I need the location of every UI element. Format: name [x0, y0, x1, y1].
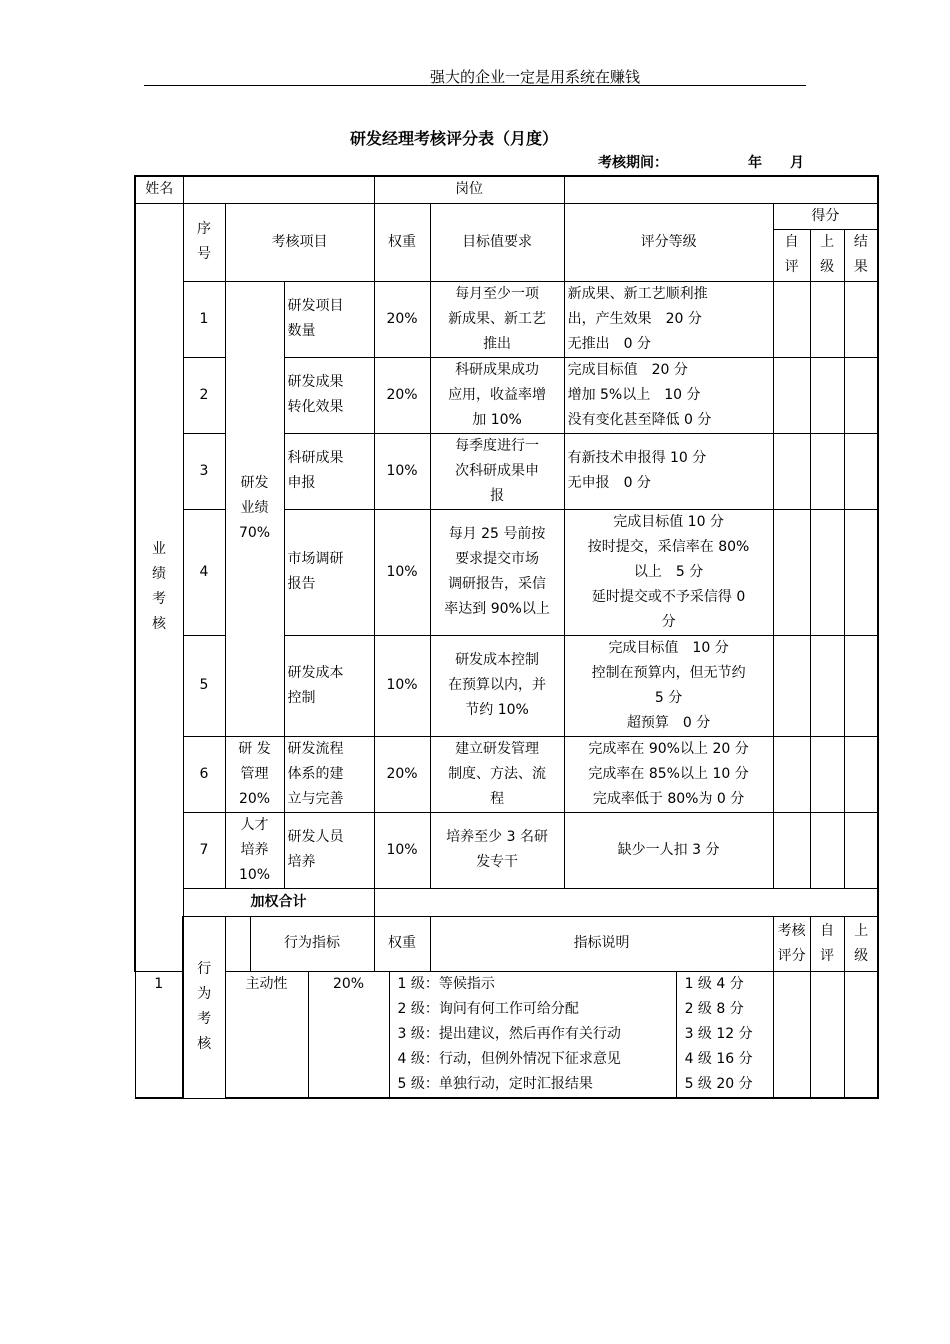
row-7-grade: 缺少一人扣 3 分 — [564, 812, 773, 888]
behavior-row-1-grade: 1 级 4 分 2 级 8 分 3 级 12 分 4 级 16 分 5 级 20 分 — [676, 971, 773, 1098]
behavior-row-1-indicator: 主动性 — [225, 971, 308, 1098]
row-1-result-score[interactable] — [844, 281, 878, 357]
row-7-weight: 10% — [374, 812, 430, 888]
page-title: 研发经理考核评分表（月度） — [350, 129, 559, 148]
row-1-seq: 1 — [183, 281, 225, 357]
row-6-weight: 20% — [374, 736, 430, 812]
row-5-seq: 5 — [183, 635, 225, 736]
row-7-self-score[interactable] — [773, 812, 810, 888]
row-1-weight: 20% — [374, 281, 430, 357]
row-4-target: 每月 25 号前按 要求提交市场 调研报告，采信 率达到 90%以上 — [430, 509, 564, 635]
grade-header: 评分等级 — [564, 203, 773, 281]
weighted-total-value[interactable] — [374, 888, 878, 916]
row-7-item: 研发人员 培养 — [284, 812, 374, 888]
row-7-target: 培养至少 3 名研 发专干 — [430, 812, 564, 888]
result-header: 结 果 — [844, 229, 878, 281]
group-talent-training: 人才 培养 10% — [225, 812, 284, 888]
row-2-weight: 20% — [374, 357, 430, 433]
behavior-superior-header: 上 级 — [844, 916, 878, 971]
row-1-item: 研发项目 数量 — [284, 281, 374, 357]
post-label: 岗位 — [374, 176, 564, 203]
row-3-self-score[interactable] — [773, 433, 810, 509]
row-3-result-score[interactable] — [844, 433, 878, 509]
row-7-superior-score[interactable] — [810, 812, 844, 888]
row-6-result-score[interactable] — [844, 736, 878, 812]
behavior-grade-header: 考核评分 — [773, 916, 810, 971]
assessment-period — [598, 152, 804, 172]
post-input[interactable] — [564, 176, 878, 203]
group-rd-management: 研 发 管理 20% — [225, 736, 284, 812]
row-5-grade: 完成目标值 10 分 控制在预算内，但无节约 5 分 超预算 0 分 — [564, 635, 773, 736]
row-3-grade: 有新技术申报得 10 分 无申报 0 分 — [564, 433, 773, 509]
row-6-grade: 完成率在 90%以上 20 分 完成率在 85%以上 10 分 完成率低于 80%为 0 分 — [564, 736, 773, 812]
group-rd-performance: 研发 业绩 70% — [225, 281, 284, 736]
header-divider — [144, 85, 806, 86]
row-1-grade: 新成果、新工艺顺利推 出，产生效果 20 分 无推出 0 分 — [564, 281, 773, 357]
superior-header: 上 级 — [810, 229, 844, 281]
row-5-weight: 10% — [374, 635, 430, 736]
behavior-row-1-superior-score[interactable] — [810, 971, 844, 1098]
row-2-superior-score[interactable] — [810, 357, 844, 433]
behavior-weight-header: 权重 — [374, 916, 430, 971]
behavior-row-1-result-score[interactable] — [844, 971, 878, 1098]
period-month: 月 — [790, 155, 804, 171]
row-1-superior-score[interactable] — [810, 281, 844, 357]
row-4-weight: 10% — [374, 509, 430, 635]
behavior-row-1-seq: 1 — [135, 971, 183, 1098]
row-4-result-score[interactable] — [844, 509, 878, 635]
target-header: 目标值要求 — [430, 203, 564, 281]
row-6-self-score[interactable] — [773, 736, 810, 812]
row-2-seq: 2 — [183, 357, 225, 433]
header-slogan: 强大的企业一定是用系统在赚钱 — [430, 68, 641, 86]
row-3-target: 每季度进行一 次科研成果申 报 — [430, 433, 564, 509]
row-3-seq: 3 — [183, 433, 225, 509]
behavior-desc-header: 指标说明 — [430, 916, 773, 971]
row-2-result-score[interactable] — [844, 357, 878, 433]
row-2-target: 科研成果成功 应用，收益率增 加 10% — [430, 357, 564, 433]
period-year: 年 — [748, 155, 762, 171]
behavior-indicator-header: 行为指标 — [250, 916, 374, 971]
row-4-item: 市场调研 报告 — [284, 509, 374, 635]
assessment-table — [134, 175, 879, 1099]
behavior-row-1-weight: 20% — [308, 971, 389, 1098]
row-2-self-score[interactable] — [773, 357, 810, 433]
self-header: 自 评 — [773, 229, 810, 281]
row-6-superior-score[interactable] — [810, 736, 844, 812]
behavior-row-1-desc: 1 级：等候指示 2 级：询问有何工作可给分配 3 级：提出建议，然后再作有关行动 4 级：行动，但例外情况下征求意见 5 级：单独行动，定时汇报结果 — [389, 971, 676, 1098]
weight-header: 权重 — [374, 203, 430, 281]
period-label: 考核期间： — [598, 155, 668, 171]
row-2-grade: 完成目标值 20 分 增加 5%以上 10 分 没有变化甚至降低 0 分 — [564, 357, 773, 433]
row-6-item: 研发流程 体系的建 立与完善 — [284, 736, 374, 812]
row-3-superior-score[interactable] — [810, 433, 844, 509]
name-input[interactable] — [183, 176, 374, 203]
behavior-row-1-self-score[interactable] — [773, 971, 810, 1098]
row-5-target: 研发成本控制 在预算以内，并 节约 10% — [430, 635, 564, 736]
row-3-weight: 10% — [374, 433, 430, 509]
score-header: 得分 — [773, 203, 878, 229]
row-6-seq: 6 — [183, 736, 225, 812]
row-3-item: 科研成果 申报 — [284, 433, 374, 509]
row-5-superior-score[interactable] — [810, 635, 844, 736]
item-header: 考核项目 — [225, 203, 374, 281]
row-4-self-score[interactable] — [773, 509, 810, 635]
perf-section-label: 业 绩 考 核 — [135, 203, 183, 971]
row-5-self-score[interactable] — [773, 635, 810, 736]
row-7-result-score[interactable] — [844, 812, 878, 888]
row-1-self-score[interactable] — [773, 281, 810, 357]
seq-header: 序 号 — [183, 203, 225, 281]
row-1-target: 每月至少一项 新成果、新工艺 推出 — [430, 281, 564, 357]
row-5-item: 研发成本 控制 — [284, 635, 374, 736]
row-6-target: 建立研发管理 制度、方法、流 程 — [430, 736, 564, 812]
behavior-section-label: 行 为 考 核 — [183, 916, 225, 1098]
row-2-item: 研发成果 转化效果 — [284, 357, 374, 433]
name-label: 姓名 — [135, 176, 183, 203]
behavior-self-header: 自 评 — [810, 916, 844, 971]
row-4-seq: 4 — [183, 509, 225, 635]
weighted-total-label: 加权合计 — [183, 888, 374, 916]
behavior-seq-header — [225, 916, 250, 971]
row-4-superior-score[interactable] — [810, 509, 844, 635]
row-4-grade: 完成目标值 10 分 按时提交，采信率在 80% 以上 5 分 延时提交或不予采信得 0 分 — [564, 509, 773, 635]
row-7-seq: 7 — [183, 812, 225, 888]
row-5-result-score[interactable] — [844, 635, 878, 736]
